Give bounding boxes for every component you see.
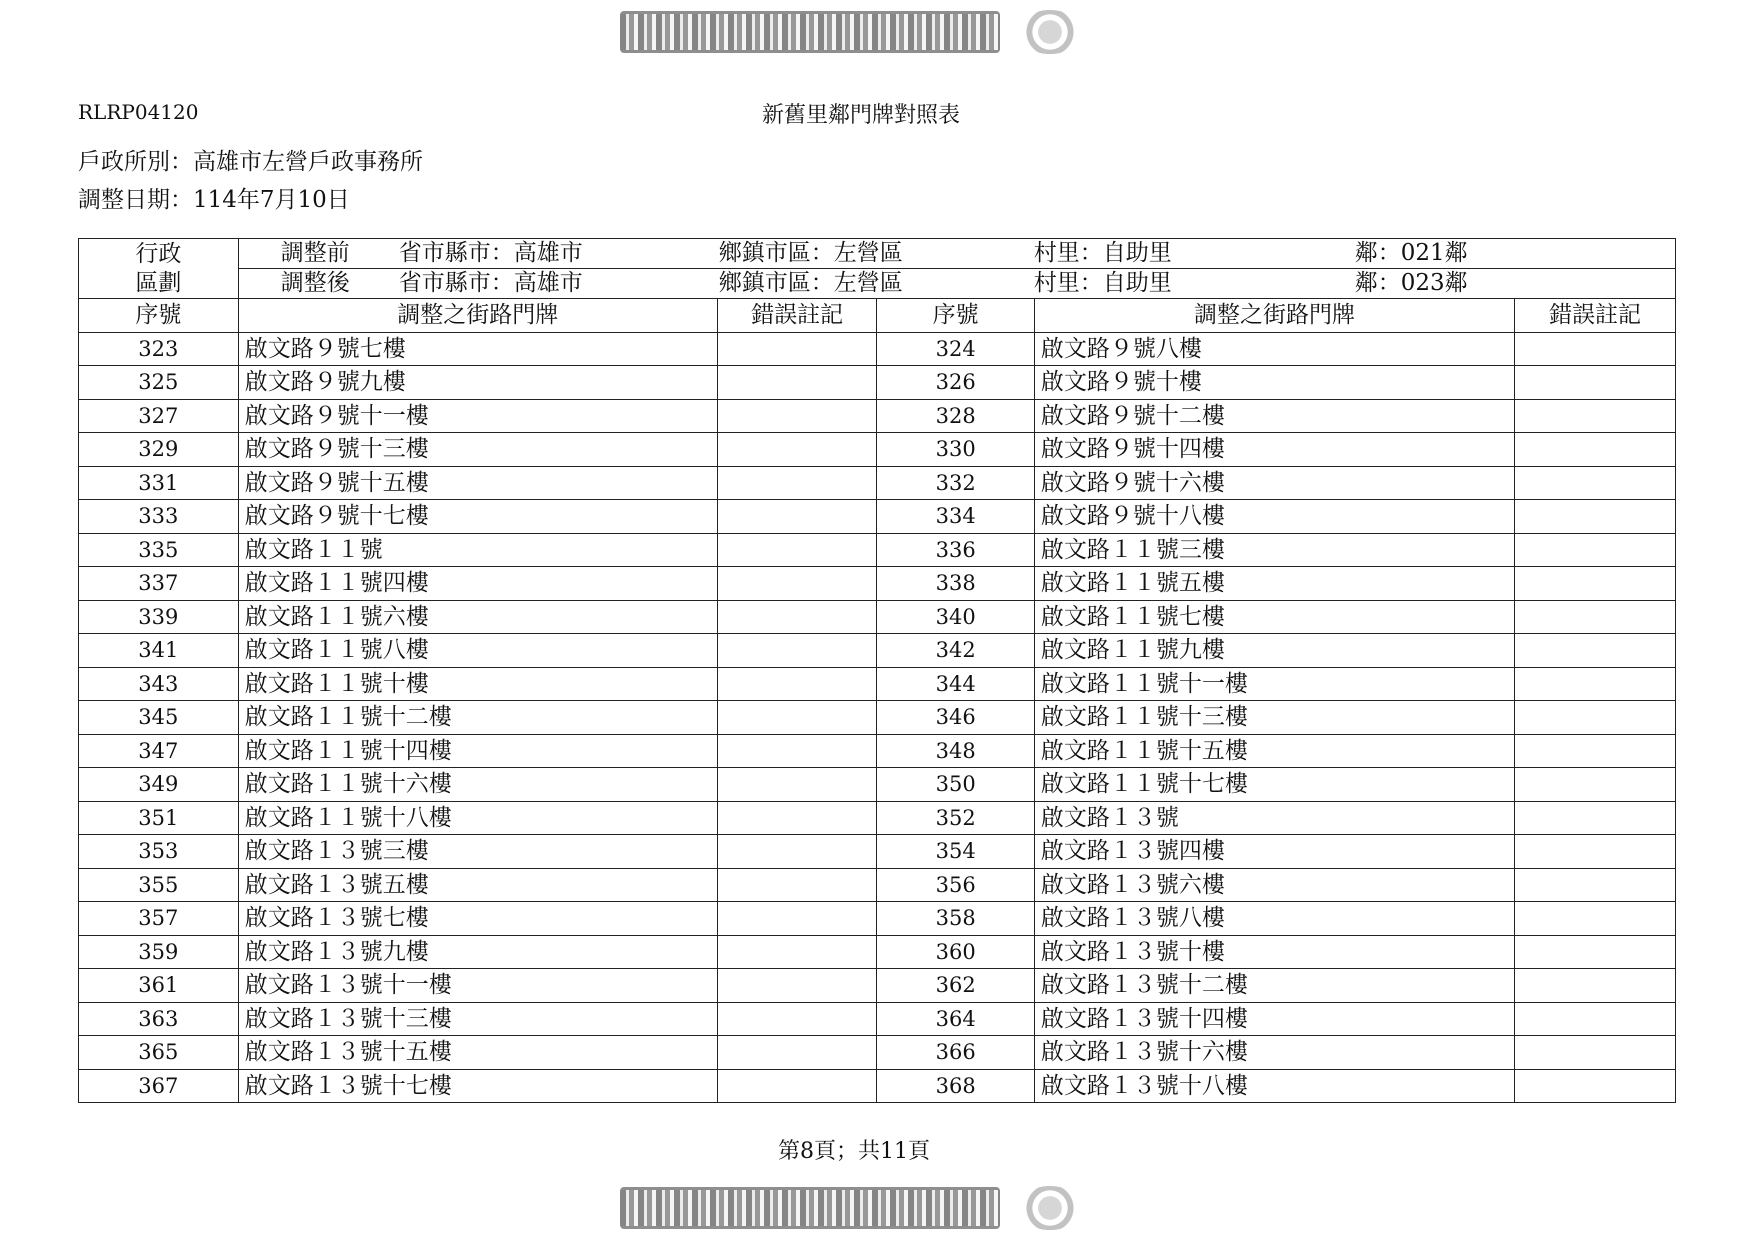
- right-seq: 330: [877, 433, 1034, 467]
- right-address: 啟文路１１號十七樓: [1034, 768, 1514, 802]
- left-address: 啟文路９號十五樓: [238, 466, 717, 500]
- left-seq: 355: [79, 868, 239, 902]
- region-row: [79, 239, 1676, 299]
- right-seq: 354: [877, 835, 1034, 869]
- left-error: [717, 533, 877, 567]
- right-address: 啟文路１３號六樓: [1034, 868, 1514, 902]
- right-address: 啟文路１１號十一樓: [1034, 667, 1514, 701]
- right-error: [1515, 366, 1676, 400]
- left-error: [717, 1002, 877, 1036]
- left-seq: 351: [79, 801, 239, 835]
- left-address: 啟文路１１號六樓: [238, 600, 717, 634]
- right-error: [1515, 835, 1676, 869]
- before-city: 省市縣市：高雄市: [398, 240, 583, 266]
- page-title: 新舊里鄰門牌對照表: [762, 103, 961, 128]
- table-row: [79, 701, 1676, 735]
- left-error: [717, 935, 877, 969]
- left-error: [717, 902, 877, 936]
- header-stamp: [620, 12, 1082, 52]
- left-seq: 335: [79, 533, 239, 567]
- office-line: [78, 143, 423, 176]
- table-row: [79, 768, 1676, 802]
- right-error: [1515, 500, 1676, 534]
- right-error: [1515, 701, 1676, 735]
- table-row: [79, 433, 1676, 467]
- table-row: [79, 868, 1676, 902]
- left-address: 啟文路１３號十七樓: [238, 1069, 717, 1103]
- right-seq: 358: [877, 902, 1034, 936]
- right-seq: 342: [877, 634, 1034, 668]
- right-error: [1515, 332, 1676, 366]
- right-address: 啟文路９號十樓: [1034, 366, 1514, 400]
- left-error: [717, 1036, 877, 1070]
- left-seq: 363: [79, 1002, 239, 1036]
- table-row: [79, 466, 1676, 500]
- left-seq: 343: [79, 667, 239, 701]
- after-stage: 調整後: [280, 270, 350, 296]
- table-row: [79, 533, 1676, 567]
- region-before: [239, 239, 1675, 269]
- after-city: 省市縣市：高雄市: [398, 270, 583, 296]
- left-seq: 323: [79, 332, 239, 366]
- right-seq: 346: [877, 701, 1034, 735]
- region-after: [239, 269, 1675, 298]
- left-seq: 361: [79, 969, 239, 1003]
- left-error: [717, 1069, 877, 1103]
- left-seq: 331: [79, 466, 239, 500]
- right-seq: 328: [877, 399, 1034, 433]
- region-label-line2: 區劃: [135, 269, 182, 296]
- left-address: 啟文路９號十一樓: [238, 399, 717, 433]
- date-value: 114年7月10日: [193, 187, 350, 213]
- left-address: 啟文路９號七樓: [238, 332, 717, 366]
- before-stage: 調整前: [280, 240, 350, 266]
- before-town: 鄉鎮市區：左營區: [718, 240, 903, 266]
- right-seq: 366: [877, 1036, 1034, 1070]
- right-seq: 334: [877, 500, 1034, 534]
- left-error: [717, 634, 877, 668]
- right-error: [1515, 935, 1676, 969]
- region-label-line1: 行政: [135, 240, 182, 267]
- left-seq: 357: [79, 902, 239, 936]
- right-address: 啟文路１３號十八樓: [1034, 1069, 1514, 1103]
- right-address: 啟文路９號十八樓: [1034, 500, 1514, 534]
- left-error: [717, 801, 877, 835]
- right-seq: 360: [877, 935, 1034, 969]
- right-address: 啟文路９號十二樓: [1034, 399, 1514, 433]
- right-seq: 350: [877, 768, 1034, 802]
- left-address: 啟文路１１號十八樓: [238, 801, 717, 835]
- right-seq: 364: [877, 1002, 1034, 1036]
- table-row: [79, 332, 1676, 366]
- right-address: 啟文路１３號十二樓: [1034, 969, 1514, 1003]
- left-seq: 327: [79, 399, 239, 433]
- right-seq: 344: [877, 667, 1034, 701]
- table-row: [79, 801, 1676, 835]
- left-address: 啟文路１３號九樓: [238, 935, 717, 969]
- report-code: RLRP04120: [78, 100, 199, 124]
- right-error: [1515, 1069, 1676, 1103]
- left-address: 啟文路１１號十樓: [238, 667, 717, 701]
- right-address: 啟文路１３號十六樓: [1034, 1036, 1514, 1070]
- right-address: 啟文路１１號九樓: [1034, 634, 1514, 668]
- left-error: [717, 667, 877, 701]
- stamp-watermark-top: [620, 11, 1000, 53]
- right-error: [1515, 433, 1676, 467]
- left-address: 啟文路１３號三樓: [238, 835, 717, 869]
- after-lin: 鄰：023鄰: [1354, 270, 1468, 296]
- left-error: [717, 969, 877, 1003]
- col-error-right: 錯誤註記: [1515, 299, 1676, 333]
- right-error: [1515, 567, 1676, 601]
- left-address: 啟文路１１號四樓: [238, 567, 717, 601]
- left-error: [717, 500, 877, 534]
- left-seq: 341: [79, 634, 239, 668]
- left-error: [717, 701, 877, 735]
- right-seq: 362: [877, 969, 1034, 1003]
- right-error: [1515, 466, 1676, 500]
- right-address: 啟文路１１號五樓: [1034, 567, 1514, 601]
- right-address: 啟文路９號十六樓: [1034, 466, 1514, 500]
- right-seq: 356: [877, 868, 1034, 902]
- table-row: [79, 969, 1676, 1003]
- left-error: [717, 399, 877, 433]
- right-seq: 348: [877, 734, 1034, 768]
- right-error: [1515, 1036, 1676, 1070]
- left-seq: 353: [79, 835, 239, 869]
- left-address: 啟文路１３號十三樓: [238, 1002, 717, 1036]
- left-address: 啟文路１１號十四樓: [238, 734, 717, 768]
- date-label: 調整日期：: [78, 187, 193, 213]
- region-label: [79, 239, 239, 299]
- left-seq: 325: [79, 366, 239, 400]
- left-error: [717, 835, 877, 869]
- right-seq: 352: [877, 801, 1034, 835]
- left-seq: 367: [79, 1069, 239, 1103]
- seal-icon: [1018, 10, 1082, 54]
- left-address: 啟文路９號十三樓: [238, 433, 717, 467]
- table-row: [79, 1036, 1676, 1070]
- office-name: 高雄市左營戶政事務所: [193, 149, 423, 175]
- stamp-watermark-bottom: [620, 1187, 1000, 1229]
- col-address-right: 調整之街路門牌: [1034, 299, 1514, 333]
- left-error: [717, 366, 877, 400]
- after-town: 鄉鎮市區：左營區: [718, 270, 903, 296]
- left-error: [717, 600, 877, 634]
- right-error: [1515, 634, 1676, 668]
- right-error: [1515, 902, 1676, 936]
- table-row: [79, 600, 1676, 634]
- right-seq: 338: [877, 567, 1034, 601]
- left-error: [717, 868, 877, 902]
- left-address: 啟文路１３號十一樓: [238, 969, 717, 1003]
- col-seq-left: 序號: [79, 299, 239, 333]
- table-row: [79, 734, 1676, 768]
- office-label: 戶政所別：: [78, 149, 193, 175]
- left-address: 啟文路９號十七樓: [238, 500, 717, 534]
- left-error: [717, 734, 877, 768]
- left-seq: 337: [79, 567, 239, 601]
- page-number: 第8頁；共11頁: [778, 1139, 930, 1164]
- left-seq: 359: [79, 935, 239, 969]
- left-address: 啟文路１３號七樓: [238, 902, 717, 936]
- table-row: [79, 1002, 1676, 1036]
- table-row: [79, 835, 1676, 869]
- left-address: 啟文路１１號十二樓: [238, 701, 717, 735]
- table-row: [79, 500, 1676, 534]
- region-info: [238, 239, 1675, 299]
- col-address-left: 調整之街路門牌: [238, 299, 717, 333]
- left-address: 啟文路９號九樓: [238, 366, 717, 400]
- date-line: [78, 181, 350, 214]
- right-seq: 324: [877, 332, 1034, 366]
- left-seq: 365: [79, 1036, 239, 1070]
- right-error: [1515, 868, 1676, 902]
- left-address: 啟文路１１號十六樓: [238, 768, 717, 802]
- before-village: 村里：自助里: [1033, 240, 1172, 266]
- left-error: [717, 768, 877, 802]
- left-address: 啟文路１１號八樓: [238, 634, 717, 668]
- left-error: [717, 433, 877, 467]
- table-row: [79, 366, 1676, 400]
- address-table: [78, 238, 1676, 1103]
- right-error: [1515, 667, 1676, 701]
- column-header-row: [79, 299, 1676, 333]
- right-error: [1515, 399, 1676, 433]
- left-seq: 339: [79, 600, 239, 634]
- right-address: 啟文路１１號十五樓: [1034, 734, 1514, 768]
- right-address: 啟文路９號十四樓: [1034, 433, 1514, 467]
- table-row: [79, 667, 1676, 701]
- table-row: [79, 634, 1676, 668]
- col-error-left: 錯誤註記: [717, 299, 877, 333]
- table-row: [79, 399, 1676, 433]
- footer-stamp: [620, 1188, 1082, 1228]
- right-error: [1515, 801, 1676, 835]
- seal-icon: [1018, 1186, 1082, 1230]
- table-row: [79, 935, 1676, 969]
- right-error: [1515, 1002, 1676, 1036]
- right-seq: 340: [877, 600, 1034, 634]
- left-seq: 333: [79, 500, 239, 534]
- left-address: 啟文路１３號五樓: [238, 868, 717, 902]
- right-address: 啟文路１３號十樓: [1034, 935, 1514, 969]
- before-lin: 鄰：021鄰: [1354, 240, 1468, 266]
- left-error: [717, 567, 877, 601]
- right-address: 啟文路１３號十四樓: [1034, 1002, 1514, 1036]
- left-seq: 345: [79, 701, 239, 735]
- left-address: 啟文路１３號十五樓: [238, 1036, 717, 1070]
- table-row: [79, 1069, 1676, 1103]
- right-address: 啟文路１１號七樓: [1034, 600, 1514, 634]
- right-address: 啟文路１３號八樓: [1034, 902, 1514, 936]
- right-error: [1515, 734, 1676, 768]
- left-error: [717, 332, 877, 366]
- left-seq: 349: [79, 768, 239, 802]
- right-address: 啟文路１３號四樓: [1034, 835, 1514, 869]
- col-seq-right: 序號: [877, 299, 1034, 333]
- right-address: 啟文路１１號三樓: [1034, 533, 1514, 567]
- left-seq: 329: [79, 433, 239, 467]
- right-error: [1515, 533, 1676, 567]
- after-village: 村里：自助里: [1033, 270, 1172, 296]
- left-seq: 347: [79, 734, 239, 768]
- left-error: [717, 466, 877, 500]
- right-seq: 326: [877, 366, 1034, 400]
- right-seq: 368: [877, 1069, 1034, 1103]
- left-address: 啟文路１１號: [238, 533, 717, 567]
- right-seq: 332: [877, 466, 1034, 500]
- right-address: 啟文路１３號: [1034, 801, 1514, 835]
- right-seq: 336: [877, 533, 1034, 567]
- table-row: [79, 567, 1676, 601]
- right-error: [1515, 768, 1676, 802]
- table-row: [79, 902, 1676, 936]
- right-error: [1515, 969, 1676, 1003]
- right-error: [1515, 600, 1676, 634]
- right-address: 啟文路１１號十三樓: [1034, 701, 1514, 735]
- right-address: 啟文路９號八樓: [1034, 332, 1514, 366]
